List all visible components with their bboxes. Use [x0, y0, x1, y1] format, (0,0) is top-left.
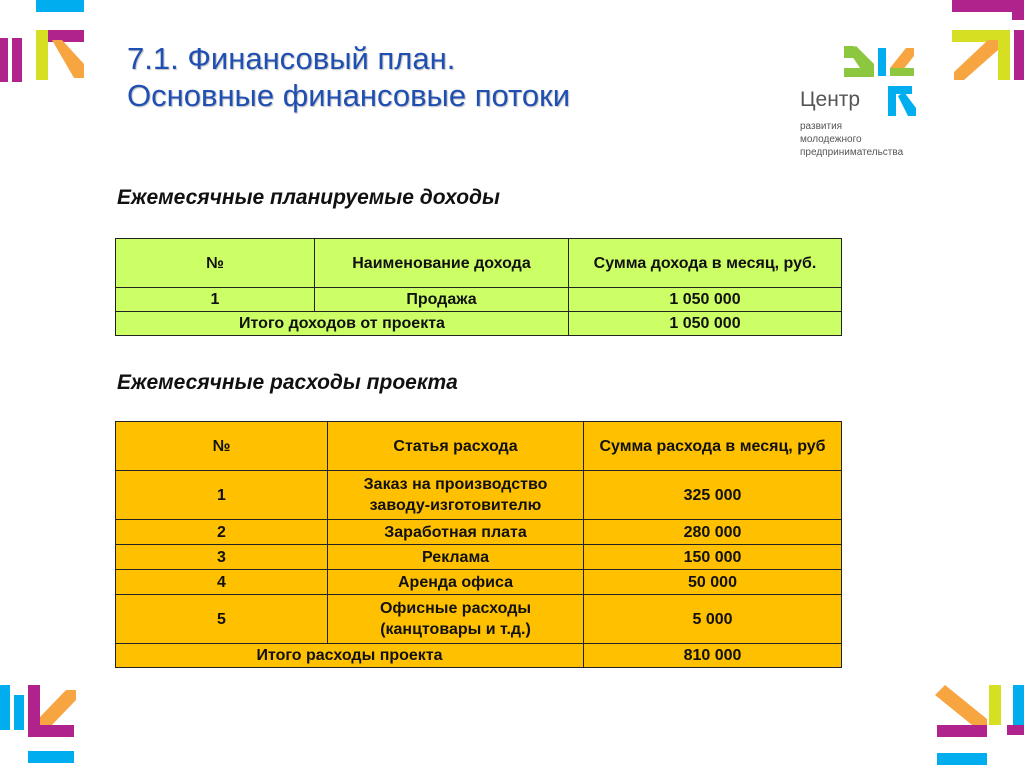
- table-header-row: [116, 422, 842, 471]
- page-title: [127, 40, 570, 114]
- total-row: [116, 644, 842, 668]
- expenses-heading: Ежемесячные расходы проекта: [117, 371, 458, 394]
- cell-name: Заработная плата: [328, 520, 584, 545]
- cell-amount: 150 000: [584, 545, 842, 570]
- decor-arrow: [40, 690, 76, 727]
- decor-bar: [0, 38, 8, 82]
- logo-sub-line: молодежного: [800, 134, 862, 145]
- decor-top-left: [0, 0, 90, 85]
- cell-name: Заказ на производство заводу-изготовителю: [328, 471, 584, 520]
- table-row: [116, 520, 842, 545]
- decor-bar: [1014, 30, 1024, 80]
- expenses-table: [115, 421, 842, 668]
- logo: [800, 46, 930, 158]
- cell-amount: 1 050 000: [569, 288, 842, 312]
- income-heading: Ежемесячные планируемые доходы: [117, 186, 500, 209]
- cell-name: Аренда офиса: [328, 570, 584, 595]
- logo-sub-line: предпринимательства: [800, 147, 904, 158]
- cell-amount: 50 000: [584, 570, 842, 595]
- title-line-2: Основные финансовые потоки: [127, 78, 571, 113]
- cell-num: 3: [116, 545, 328, 570]
- total-row: [116, 312, 842, 336]
- decor-bar: [998, 30, 1010, 80]
- cell-num: 5: [116, 595, 328, 644]
- cell-num: 4: [116, 570, 328, 595]
- decor-bar: [36, 30, 48, 80]
- cell-name: Продажа: [315, 288, 569, 312]
- decor-bar: [28, 725, 74, 737]
- header-num: №: [116, 239, 315, 288]
- table-row: [116, 570, 842, 595]
- cell-num: 2: [116, 520, 328, 545]
- decor-bar: [1007, 725, 1024, 735]
- decor-bottom-left: [0, 685, 90, 768]
- table-row: [116, 545, 842, 570]
- income-table: [115, 238, 842, 336]
- cell-num: 1: [116, 288, 315, 312]
- header-amount: Сумма дохода в месяц, руб.: [569, 239, 842, 288]
- decor-bar: [1012, 0, 1024, 20]
- cell-name: Реклама: [328, 545, 584, 570]
- decor-bar: [12, 38, 22, 82]
- total-amount: 810 000: [584, 644, 842, 668]
- decor-bar: [28, 685, 40, 725]
- decor-bar: [14, 695, 24, 730]
- decor-bar: [0, 685, 10, 730]
- decor-bar: [36, 0, 84, 12]
- cell-num: 1: [116, 471, 328, 520]
- cell-amount: 5 000: [584, 595, 842, 644]
- decor-arrow: [935, 685, 987, 729]
- logo-name: Центр: [800, 88, 861, 111]
- decor-arrow: [954, 40, 998, 80]
- logo-bar: [888, 86, 896, 116]
- cell-amount: 325 000: [584, 471, 842, 520]
- decor-bar: [28, 751, 74, 763]
- logo-bar: [890, 68, 914, 76]
- cell-name: Офисные расходы (канцтовары и т.д.): [328, 595, 584, 644]
- header-amount: Сумма расхода в месяц, руб: [584, 422, 842, 471]
- decor-bottom-right: [935, 685, 1024, 768]
- decor-bar: [1013, 685, 1024, 725]
- decor-bar: [937, 725, 987, 737]
- header-name: Статья расхода: [328, 422, 584, 471]
- decor-bar: [989, 685, 1001, 725]
- total-label: Итого доходов от проекта: [116, 312, 569, 336]
- total-amount: 1 050 000: [569, 312, 842, 336]
- decor-bar: [937, 753, 987, 765]
- table-row: [116, 471, 842, 520]
- decor-top-right: [940, 0, 1024, 85]
- logo-subtitle: [800, 120, 903, 159]
- table-row: [116, 595, 842, 644]
- table-row: [116, 288, 842, 312]
- header-name: Наименование дохода: [315, 239, 569, 288]
- cell-amount: 280 000: [584, 520, 842, 545]
- logo-sub-line: развития: [800, 121, 843, 132]
- total-label: Итого расходы проекта: [116, 644, 584, 668]
- decor-bar: [952, 0, 1012, 12]
- table-header-row: [116, 239, 842, 288]
- logo-bar: [878, 48, 886, 76]
- title-line-1: 7.1. Финансовый план.: [127, 41, 456, 76]
- decor-arrow: [52, 40, 84, 78]
- logo-arrow: [898, 92, 916, 116]
- header-num: №: [116, 422, 328, 471]
